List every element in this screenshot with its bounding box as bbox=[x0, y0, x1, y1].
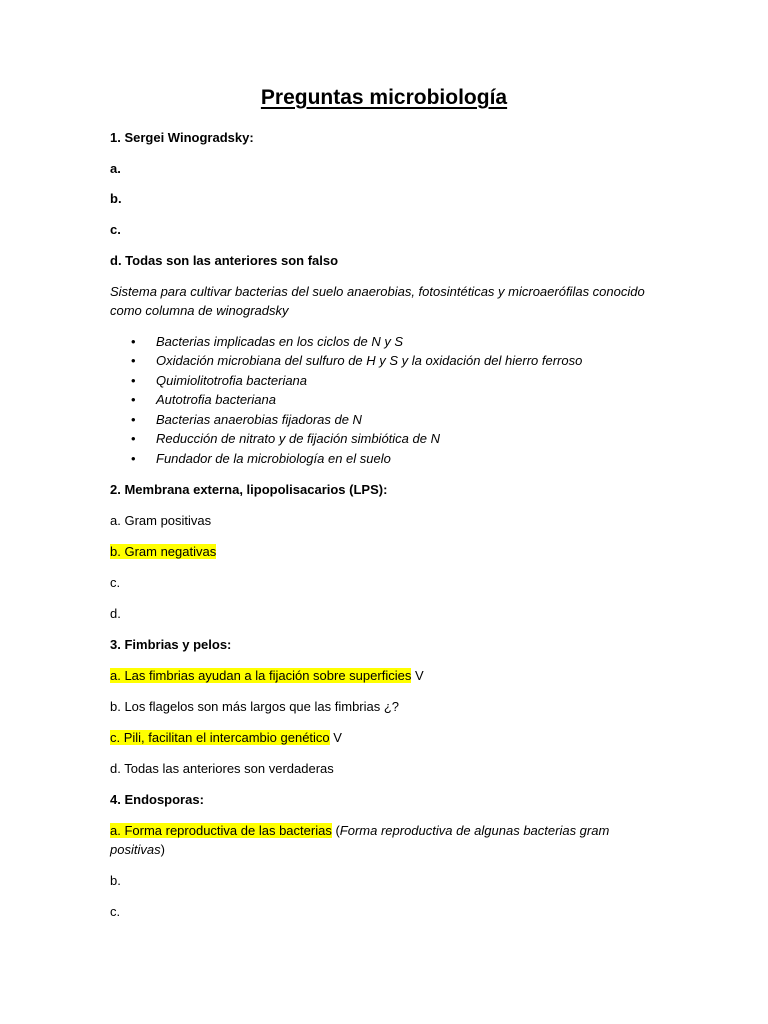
q2-option-c: c. bbox=[110, 575, 121, 590]
bullet-icon: • bbox=[131, 334, 136, 349]
q1-option-b: b. bbox=[110, 191, 122, 206]
bullet-icon: • bbox=[131, 412, 136, 427]
bullet-icon: • bbox=[131, 353, 136, 368]
q3-option-d: d. Todas las anteriores son verdaderas bbox=[110, 761, 334, 776]
q3-option-a bbox=[110, 667, 424, 685]
list-item: Bacterias implicadas en los ciclos de N y S bbox=[156, 334, 404, 349]
q2-option-a: a. Gram positivas bbox=[110, 513, 212, 528]
q1-option-d: d. Todas son las anteriores son falso bbox=[110, 253, 339, 268]
q4-note-line1: Forma reproductiva de algunas bacterias gram bbox=[339, 823, 610, 838]
q1-option-a: a. bbox=[110, 161, 121, 176]
check-mark: V bbox=[329, 730, 342, 745]
list-item: Autotrofia bacteriana bbox=[156, 392, 276, 407]
list-item: Quimiolitotrofia bacteriana bbox=[156, 373, 308, 388]
list-item: Fundador de la microbiología en el suelo bbox=[156, 451, 391, 466]
highlighted-answer: b. Gram negativas bbox=[110, 544, 217, 559]
paren-open: ( bbox=[331, 823, 340, 838]
q4-option-c: c. bbox=[110, 904, 121, 919]
q1-heading: 1. Sergei Winogradsky: bbox=[110, 130, 254, 145]
paren-close: ) bbox=[160, 842, 165, 857]
q3-option-c bbox=[110, 729, 342, 747]
q2-heading: 2. Membrana externa, lipopolisacarios (LPS): bbox=[110, 482, 388, 497]
highlighted-answer: c. Pili, facilitan el intercambio genético bbox=[110, 730, 330, 745]
bullet-icon: • bbox=[131, 392, 136, 407]
q2-option-d: d. bbox=[110, 606, 121, 621]
q3-heading: 3. Fimbrias y pelos: bbox=[110, 637, 232, 652]
q4-heading: 4. Endosporas: bbox=[110, 792, 204, 807]
q4-option-a bbox=[110, 822, 609, 840]
list-item: Reducción de nitrato y de fijación simbiótica de N bbox=[156, 431, 440, 446]
highlighted-answer: a. Forma reproductiva de las bacterias bbox=[110, 823, 332, 838]
q4-option-b: b. bbox=[110, 873, 121, 888]
q2-option-b bbox=[110, 543, 216, 561]
list-item: Oxidación microbiana del sulfuro de H y S y la oxidación del hierro ferroso bbox=[156, 353, 583, 368]
bullet-icon: • bbox=[131, 431, 136, 446]
q1-option-c: c. bbox=[110, 222, 121, 237]
bullet-icon: • bbox=[131, 373, 136, 388]
bullet-icon: • bbox=[131, 451, 136, 466]
highlighted-answer: a. Las fimbrias ayudan a la fijación sobre superficies bbox=[110, 668, 412, 683]
q3-option-b: b. Los flagelos son más largos que las fimbrias ¿? bbox=[110, 699, 400, 714]
page-title: Preguntas microbiología bbox=[260, 86, 508, 109]
q1-note-line1: Sistema para cultivar bacterias del suelo anaerobias, fotosintéticas y microaerófilas conocido bbox=[110, 284, 645, 299]
check-mark: V bbox=[411, 668, 424, 683]
list-item: Bacterias anaerobias fijadoras de N bbox=[156, 412, 362, 427]
q4-note-line2: positivas bbox=[110, 842, 161, 857]
q1-note-line2: como columna de winogradsky bbox=[110, 303, 289, 318]
q4-option-a-cont bbox=[110, 841, 165, 859]
